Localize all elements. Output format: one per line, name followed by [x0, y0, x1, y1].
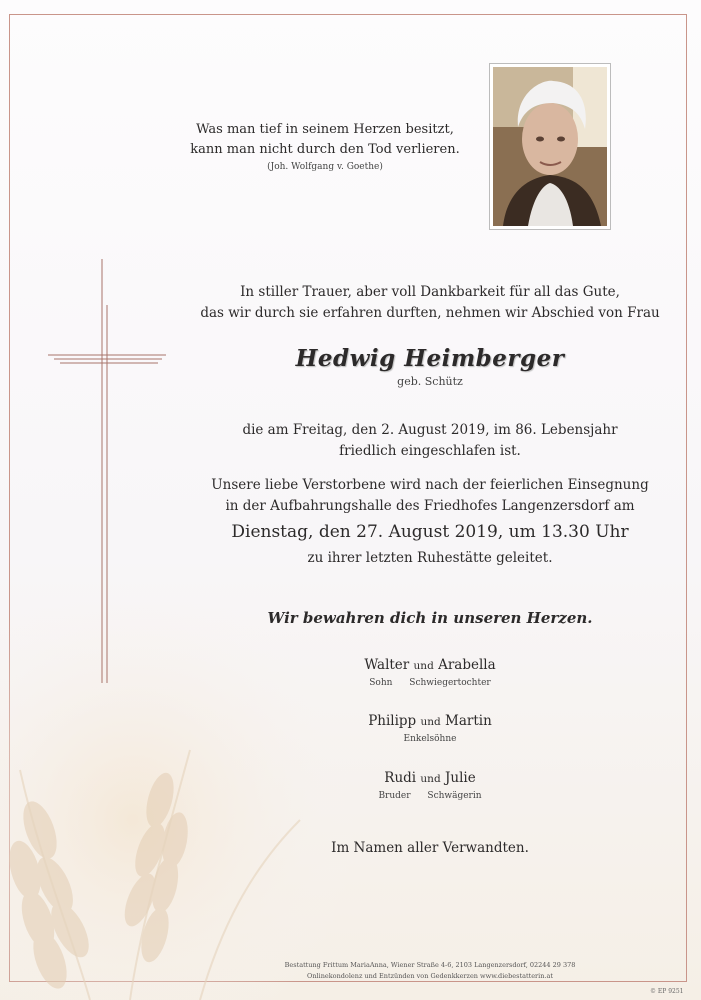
- deceased-block: [185, 345, 675, 388]
- ceremony-line: Unsere liebe Verstorbene wird nach der feierlichen Einsegnung: [211, 477, 649, 493]
- family-relation: Sohn Schwiegertochter: [369, 678, 491, 688]
- death-line: friedlich eingeschlafen ist.: [339, 443, 521, 459]
- family-relation: Enkelsöhne: [403, 734, 457, 744]
- family-and: und: [420, 716, 441, 728]
- print-code: © EP 9251: [650, 988, 684, 995]
- family-entry: [185, 712, 675, 746]
- family-name: Philipp: [368, 713, 417, 729]
- deceased-name: Hedwig Heimberger: [295, 345, 565, 372]
- family-name: Martin: [445, 713, 492, 729]
- family-and: und: [413, 660, 434, 672]
- ceremony-line: in der Aufbahrungshalle des Friedhofes Langenzersdorf am: [225, 498, 635, 514]
- portrait-image: [493, 67, 607, 226]
- death-line: die am Freitag, den 2. August 2019, im 86. Lebensjahr: [242, 422, 618, 438]
- family-relation: Bruder Schwägerin: [378, 791, 482, 801]
- family-name: Rudi: [384, 770, 417, 786]
- quote-author: (Joh. Wolfgang v. Goethe): [267, 162, 383, 172]
- ceremony-closing-line: zu ihrer letzten Ruhestätte geleitet.: [307, 550, 553, 566]
- motto: Wir bewahren dich in unseren Herzen.: [267, 609, 593, 627]
- cross-icon: [44, 255, 170, 687]
- ceremony-text: [185, 475, 675, 517]
- intro-text: [185, 282, 675, 324]
- family-entry: [185, 656, 675, 690]
- quote-block: [180, 120, 470, 174]
- death-text: [185, 420, 675, 462]
- intro-line: In stiller Trauer, aber voll Dankbarkeit für all das Gute,: [240, 284, 620, 300]
- footer-line: Onlinekondolenz und Entzünden von Gedenkkerzen www.diebestatterin.at: [307, 972, 553, 980]
- family-name: Arabella: [438, 657, 496, 673]
- footer: [185, 960, 675, 982]
- maiden-name: geb. Schütz: [397, 375, 463, 388]
- quote-line: kann man nicht durch den Tod verlieren.: [190, 142, 460, 157]
- quote-line: Was man tief in seinem Herzen besitzt,: [196, 122, 454, 137]
- intro-line: das wir durch sie erfahren durften, nehmen wir Abschied von Frau: [200, 305, 660, 321]
- portrait-photo: [489, 63, 611, 230]
- family-entry: [185, 769, 675, 803]
- family-name: Walter: [364, 657, 410, 673]
- family-name: Julie: [444, 770, 476, 786]
- closing-text: Im Namen aller Verwandten.: [331, 840, 529, 856]
- footer-line: Bestattung Frittum MariaAnna, Wiener Straße 4-6, 2103 Langenzersdorf, 02244 29 378: [284, 961, 576, 969]
- family-and: und: [420, 773, 441, 785]
- ceremony-date: Dienstag, den 27. August 2019, um 13.30 Uhr: [231, 522, 629, 542]
